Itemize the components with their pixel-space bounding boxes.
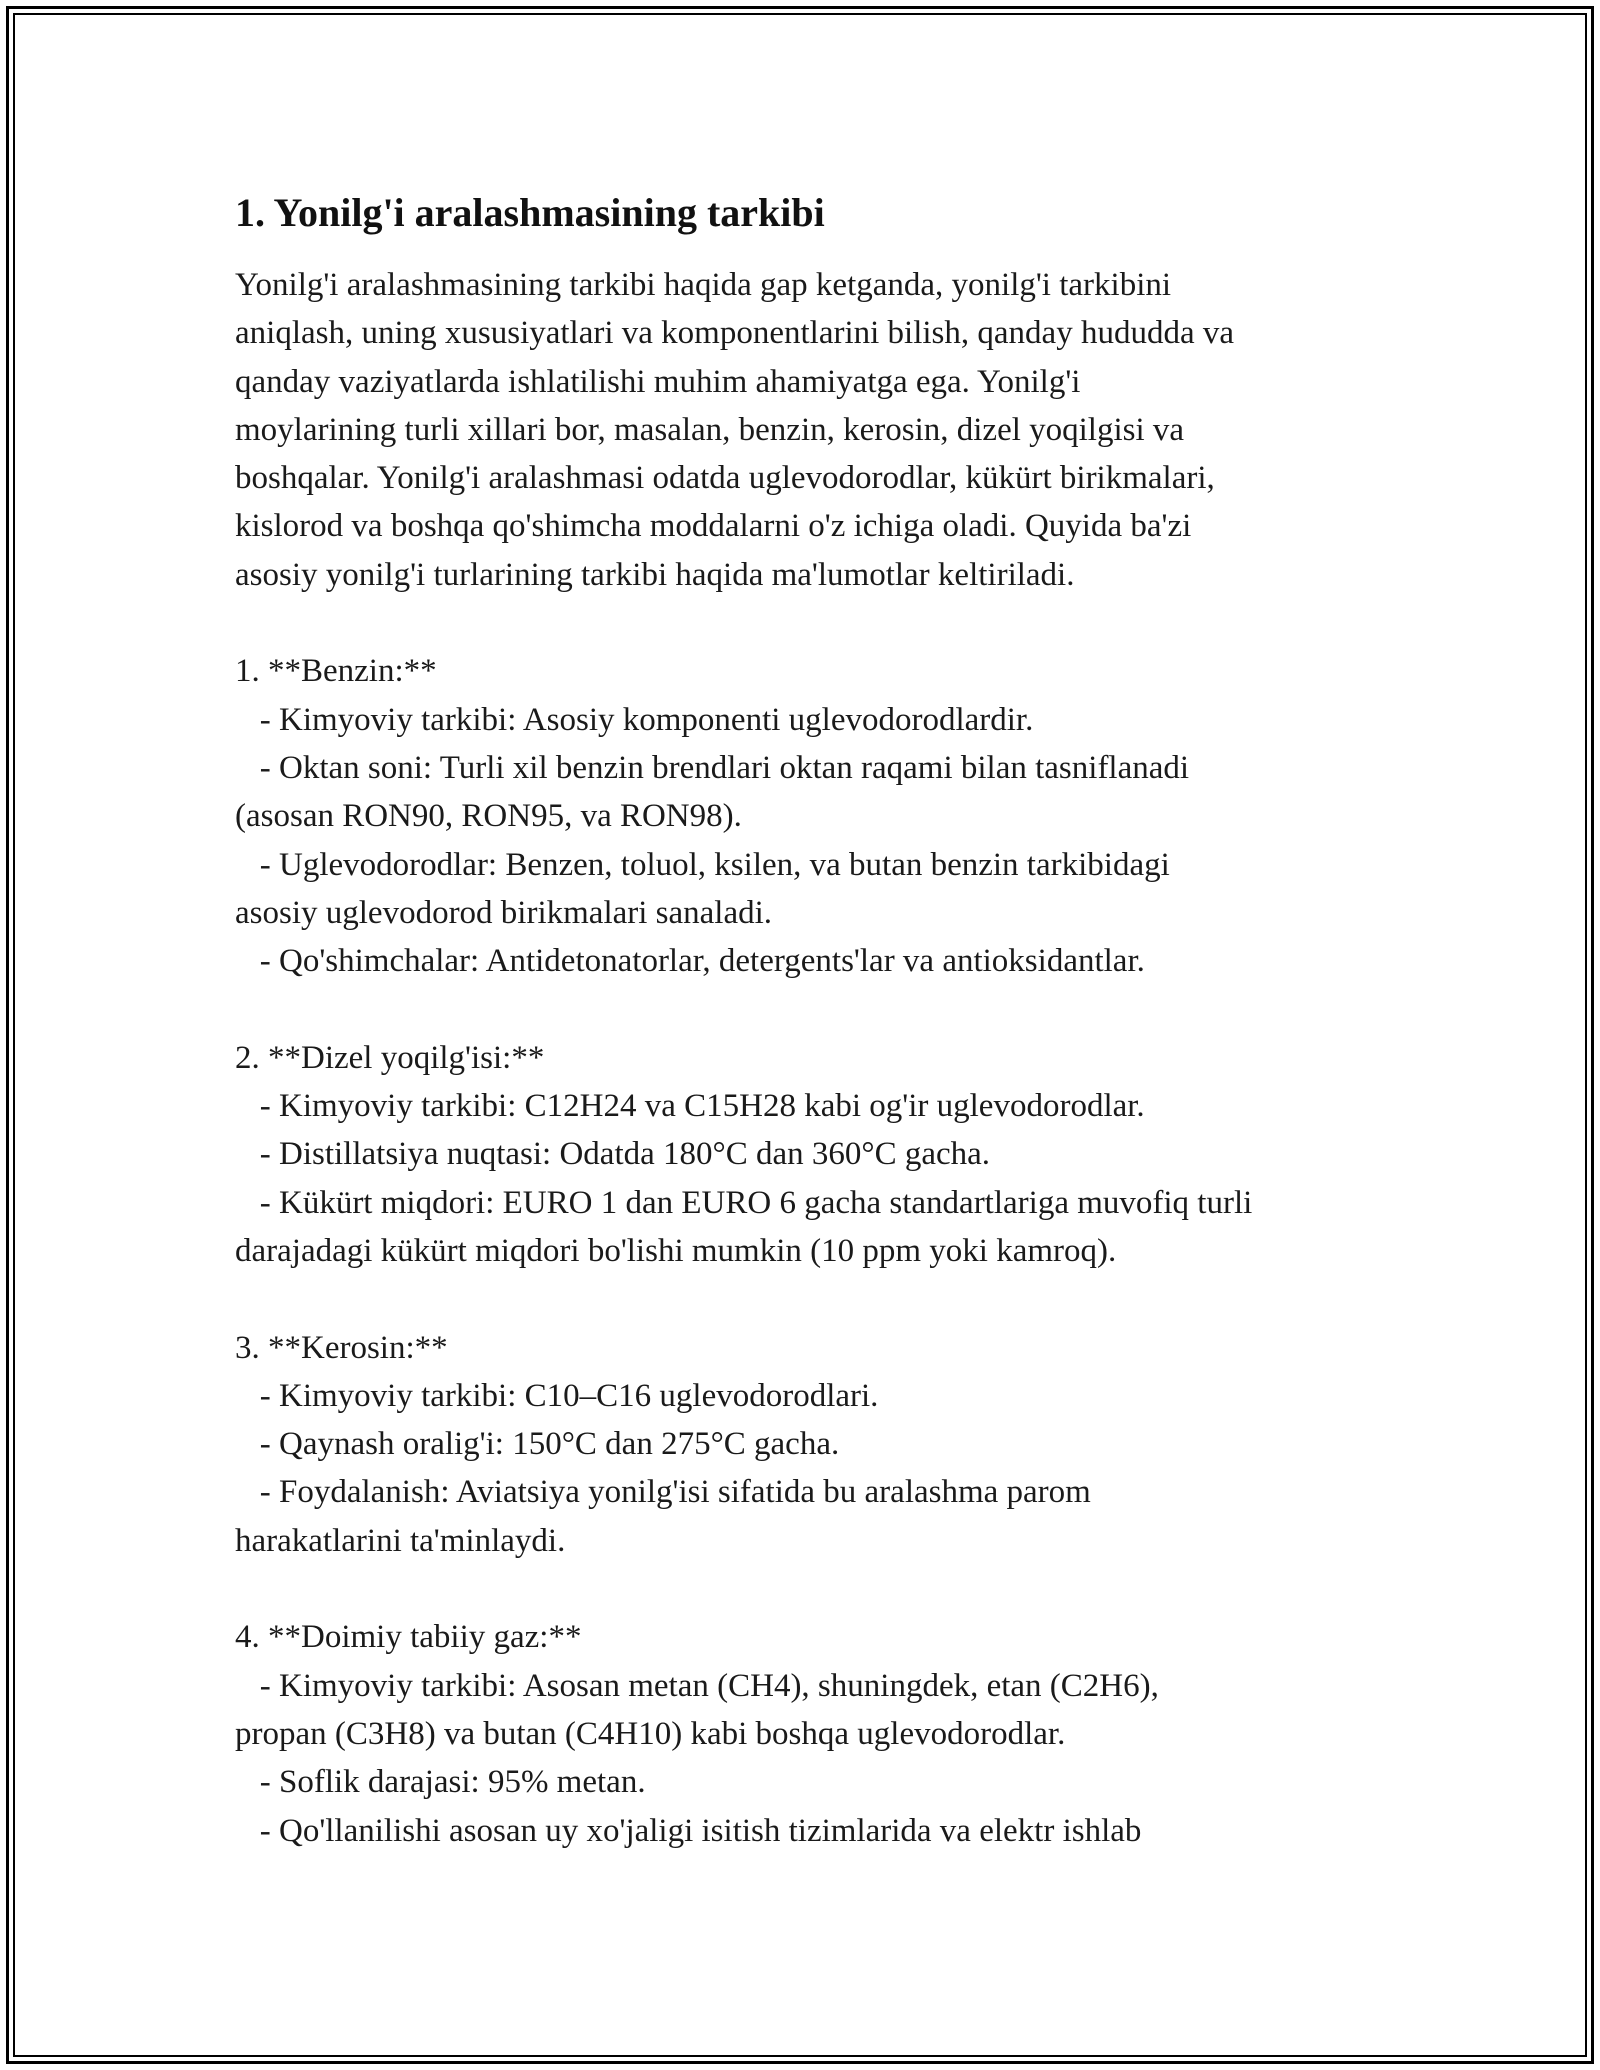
document-content	[235, 183, 1375, 1855]
document-title: 1. Yonilg'i aralashmasining tarkibi	[235, 190, 825, 235]
document-body: Yonilg'i aralashmasining tarkibi haqida gap ketganda, yonilg'i tarkibini aniqlash, uning xususiyatlari va komponentlarini bilish, qanday hududda va qanday vaziyatlarda ishlatilishi muhim ahamiyatga ega. Yonilg'i moylarining turli xillari bor, masalan, benzin, kerosin, dizel yoqilgisi va boshqalar. Yonilg'i aralashmasi odatda uglevodorodlar, kükürt birikmalari, kislorod va boshqa qo'shimcha moddalarni o'z ichiga oladi. Quyida ba'zi asosiy yonilg'i turlarining tarkibi haqida ma'lumotlar keltiriladi. 1. **Benzin:** - Kimyoviy tarkibi: Asosiy komponenti uglevodorodlardir. - Oktan soni: Turli xil benzin brendlari oktan raqami bilan tasniflanadi (asosan RON90, RON95, va RON98). - Uglevodorodlar: Benzen, toluol, ksilen, va butan benzin tarkibidagi asosiy uglevodorod birikmalari sanaladi. - Qo'shimchalar: Antidetonatorlar, detergents'lar va antioksidantlar. 2. **Dizel yoqilg'isi:** - Kimyoviy tarkibi: C12H24 va C15H28 kabi og'ir uglevodorodlar. - Distillatsiya nuqtasi: Odatda 180°C dan 360°C gacha. - Kükürt miqdori: EURO 1 dan EURO 6 gacha standartlariga muvofiq turli darajadagi kükürt miqdori bo'lishi mumkin (10 ppm yoki kamroq). 3. **Kerosin:** - Kimyoviy tarkibi: C10–C16 uglevodorodlari. - Qaynash oralig'i: 150°C dan 275°C gacha. - Foydalanish: Aviatsiya yonilg'isi sifatida bu aralashma parom harakatlarini ta'minlaydi. 4. **Doimiy tabiiy gaz:** - Kimyoviy tarkibi: Asosan metan (CH4), shuningdek, etan (C2H6), propan (C3H8) va butan (C4H10) kabi boshqa uglevodorodlar. - Soflik darajasi: 95% metan. - Qo'llanilishi asosan uy xo'jaligi isitish tizimlarida va elektr ishlab	[235, 267, 1253, 1849]
